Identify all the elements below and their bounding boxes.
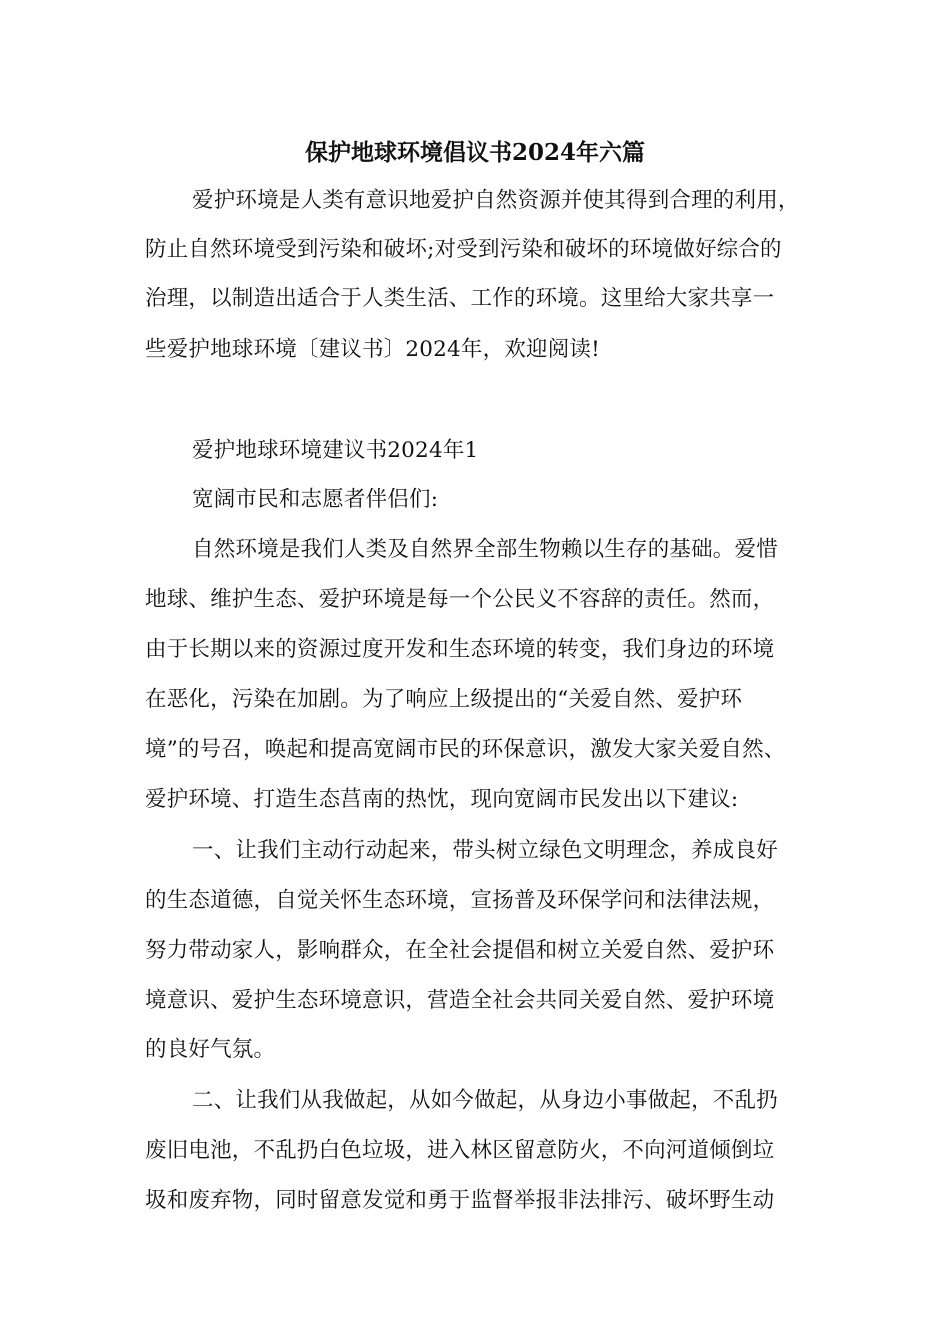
paragraph-line: 爱护环境、打造生态莒南的热忱，现向宽阔市民发出以下建议: xyxy=(145,787,739,812)
paragraph-line: 境意识、爱护生态环境意识，营造全社会共同关爱自然、爱护环境 xyxy=(145,988,775,1013)
paragraph-line: 防止自然环境受到污染和破坏;对受到污染和破坏的环境做好综合的 xyxy=(145,237,782,262)
paragraph-line: 废旧电池，不乱扔白色垃圾，进入林区留意防火，不向河道倾倒垃 xyxy=(145,1138,775,1163)
document-title: 保护地球环境倡议书2024年六篇 xyxy=(304,139,645,166)
paragraph-line: 由于长期以来的资源过度开发和生态环境的转变，我们身边的环境 xyxy=(145,637,775,662)
paragraph-line: 治理，以制造出适合于人类生活、工作的环境。这里给大家共享一 xyxy=(145,286,775,311)
paragraph-line: 一、让我们主动行动起来，带头树立绿色文明理念，养成良好 xyxy=(192,838,778,863)
paragraph-line: 爱护环境是人类有意识地爱护自然资源并使其得到合理的利用， xyxy=(192,188,800,213)
salutation: 宽阔市民和志愿者伴侣们: xyxy=(192,487,439,512)
paragraph-line: 境”的号召，唤起和提高宽阔市民的环保意识，激发大家关爱自然、 xyxy=(145,737,786,762)
paragraph-line: 的生态道德，自觉关怀生态环境，宣扬普及环保学问和法律法规， xyxy=(145,888,775,913)
paragraph-line: 努力带动家人，影响群众，在全社会提倡和树立关爱自然、爱护环 xyxy=(145,938,775,963)
paragraph-line: 的良好气氛。 xyxy=(145,1037,276,1062)
paragraph-line: 圾和废弃物，同时留意发觉和勇于监督举报非法排污、破坏野生动 xyxy=(145,1188,775,1213)
paragraph-line: 些爱护地球环境〔建议书〕2024年，欢迎阅读! xyxy=(145,337,600,362)
paragraph-line: 在恶化，污染在加剧。为了响应上级提出的“关爱自然、爱护环 xyxy=(145,687,743,712)
paragraph-line: 自然环境是我们人类及自然界全部生物赖以生存的基础。爱惜 xyxy=(192,537,778,562)
section-heading: 爱护地球环境建议书2024年1 xyxy=(192,438,479,463)
paragraph-line: 地球、维护生态、爱护环境是每一个公民义不容辞的责任。然而， xyxy=(145,587,775,612)
paragraph-line: 二、让我们从我做起，从如今做起，从身边小事做起，不乱扔 xyxy=(192,1088,778,1113)
